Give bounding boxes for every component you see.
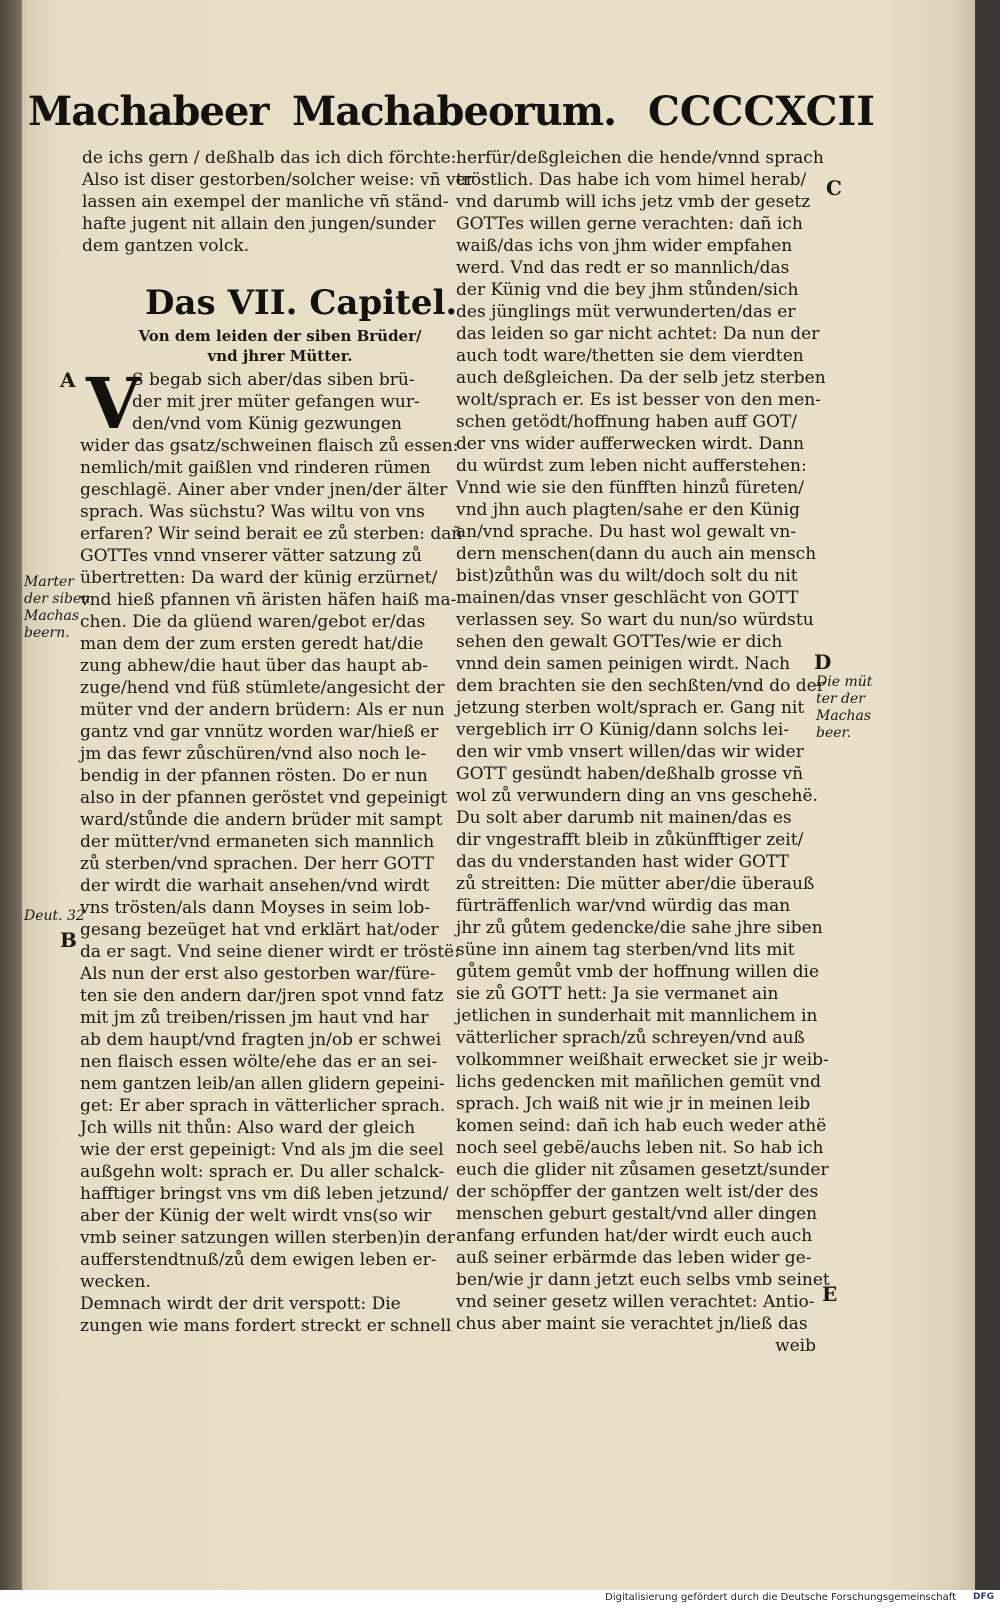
text-line: wecken.	[80, 1272, 151, 1292]
text-line: bist)zůthůn was du wilt/doch solt du nit	[456, 566, 798, 586]
text-line: zung abhew/die haut über das haupt ab-	[80, 656, 428, 676]
text-line: man dem der zum ersten geredt hat/die	[80, 634, 424, 654]
margin-line: ter der	[816, 691, 865, 707]
text-line: der vns wider aufferwecken wirdt. Dann	[456, 434, 805, 454]
text-line: nem gantzen leib/an allen glidern gepeini-	[80, 1074, 445, 1094]
text-line: schen getödt/hoffnung haben auff GOT/	[456, 412, 797, 432]
subtitle-line: vnd jhrer Mütter.	[207, 347, 353, 365]
text-line: hafftiger bringst vns vm diß leben jetzund/	[80, 1184, 449, 1204]
left-column-main	[80, 369, 463, 1337]
text-line: noch seel gebë/auchs leben nit. So hab ich	[456, 1138, 824, 1158]
previous-page-edge	[0, 0, 22, 1590]
text-line: menschen geburt gestalt/vnd aller dingen	[456, 1204, 818, 1224]
text-line: der schöpffer der gantzen welt ist/der des	[456, 1182, 819, 1202]
text-line: zuge/hend vnd füß stümlete/angesicht der	[80, 678, 445, 698]
section-letter-e: E	[822, 1282, 838, 1306]
text-line: vnnd dein samen peinigen wirdt. Nach	[456, 654, 791, 674]
text-line: das leiden so gar nicht achtet: Da nun der	[456, 324, 820, 344]
text-line: GOTTes vnnd vnserer vätter satzung zů	[80, 546, 422, 566]
text-line: GOTTes willen gerne verachten: dañ ich	[456, 214, 803, 234]
text-line: ten sie den andern dar/jren spot vnnd fatz	[80, 986, 444, 1006]
margin-line: Machas	[24, 608, 80, 624]
text-line: jm das fewr zůschüren/vnd also noch le-	[80, 744, 427, 764]
text-line: komen seind: dañ ich hab euch weder athë	[456, 1116, 827, 1136]
text-line: Jch wills nit thůn: Also ward der gleich	[80, 1118, 416, 1138]
text-line: tröstlich. Das habe ich vom himel herab/	[456, 170, 807, 190]
text-line: gesang bezeüget hat vnd erklärt hat/oder	[80, 920, 439, 940]
text-line: auch deßgleichen. Da der selb jetz sterben	[456, 368, 826, 388]
text-line: dem brachten sie den sechßten/vnd do der	[456, 676, 825, 696]
section-letter-d: D	[814, 650, 832, 674]
text-line: vns trösten/als dann Moyses in seim lob-	[80, 898, 431, 918]
margin-line: beern.	[24, 625, 70, 641]
text-line: Du solt aber darumb nit mainen/das es	[456, 808, 792, 828]
text-line: müter vnd der andern brüdern: Als er nun	[80, 700, 445, 720]
margin-line: beer.	[816, 725, 852, 741]
text-line: vergeblich irr O Künig/dann solchs lei-	[456, 720, 790, 740]
text-line: S begab sich aber/das siben brü-	[132, 370, 415, 390]
text-line: chus aber maint sie verachtet jn/ließ das	[456, 1314, 808, 1334]
dfg-logo: DFG	[972, 1592, 994, 1602]
text-line: verlassen sey. So wart du nun/so würdstu	[456, 610, 814, 630]
text-line: zů streitten: Die mütter aber/die überauß	[456, 874, 815, 894]
running-header-left: Machabeer	[28, 88, 269, 135]
text-line: GOTT gesündt haben/deßhalb grosse vñ	[456, 764, 804, 784]
section-letter-b: B	[60, 928, 77, 952]
text-line: der wirdt die warhait ansehen/vnd wirdt	[80, 876, 430, 896]
text-line: jetzung sterben wolt/sprach er. Gang nit	[456, 698, 805, 718]
text-line: Demnach wirdt der drit verspott: Die	[80, 1294, 401, 1314]
text-line: Als nun der erst also gestorben war/füre-	[80, 964, 436, 984]
text-line: de ichs gern / deßhalb das ich dich förchte:	[82, 148, 457, 168]
text-line: also in der pfannen geröstet vnd gepeinigt	[80, 788, 448, 808]
text-line: chen. Die da glüend waren/gebot er/das	[80, 612, 426, 632]
right-column	[456, 147, 830, 1357]
text-line: den/vnd vom Künig gezwungen	[132, 414, 403, 434]
text-line: vätterlicher sprach/zů schreyen/vnd auß	[456, 1028, 805, 1048]
text-line: den wir vmb vnsert willen/das wir wider	[456, 742, 804, 762]
text-line: mit jm zů treiben/rissen jm haut vnd har	[80, 1008, 429, 1028]
drop-initial: V	[86, 362, 141, 445]
text-line: das du vnderstanden hast wider GOTT	[456, 852, 789, 872]
folio-number: CCCCXCII	[648, 88, 875, 135]
margin-line: der siben	[24, 591, 91, 607]
text-line: vnd jhn auch plagten/sahe er den Künig	[456, 500, 800, 520]
text-line: gantz vnd gar vnnütz worden war/hieß er	[80, 722, 439, 742]
text-line: jhr zů gůtem gedencke/die sahe jhre siben	[456, 918, 823, 938]
chapter-title: Das VII. Capitel.	[145, 283, 458, 323]
text-line: außgehn wolt: sprach er. Du aller schalck-	[80, 1162, 445, 1182]
text-line: werd. Vnd das redt er so mannlich/das	[456, 258, 790, 278]
text-line: der Künig vnd die bey jhm stůnden/sich	[456, 280, 799, 300]
text-line: süne inn ainem tag sterben/vnd lits mit	[456, 940, 795, 960]
text-line: zungen wie mans fordert streckt er schnell	[80, 1316, 452, 1336]
text-line: waiß/das ichs von jhm wider empfahen	[456, 236, 793, 256]
text-line: erfaren? Wir seind berait ee zů sterben: dañ	[80, 524, 463, 544]
text-line: da er sagt. Vnd seine diener wirdt er tröstë:	[80, 942, 460, 962]
text-line: zů sterben/vnd sprachen. Der herr GOTT	[80, 854, 435, 874]
left-column-top	[82, 147, 474, 257]
text-line: euch die glider nit zůsamen gesetzt/sunder	[456, 1160, 829, 1180]
text-line: des jünglings müt verwunderten/das er	[456, 302, 796, 322]
text-line: fürträffenlich war/vnd würdig das man	[456, 896, 791, 916]
text-line: vnd hieß pfannen vñ äristen häfen haiß ma-	[80, 590, 457, 610]
text-line: sprach. Jch waiß nit wie jr in meinen leib	[456, 1094, 811, 1114]
text-line: volkommner weißhait erwecket sie jr weib-	[456, 1050, 829, 1070]
text-line: get: Er aber sprach in vätterlicher sprach.	[80, 1096, 446, 1116]
chapter-subtitle	[130, 326, 430, 366]
text-line: ward/stůnde die andern brüder mit sampt	[80, 810, 443, 830]
section-letter-c: C	[826, 176, 842, 200]
text-line: der mütter/vnd ermaneten sich mannlich	[80, 832, 435, 852]
text-line: nemlich/mit gaißlen vnd rinderen rümen	[80, 458, 431, 478]
running-header-center: Machabeorum.	[292, 88, 617, 135]
text-line: jetlichen in sunderhait mit mannlichem in	[456, 1006, 818, 1026]
subtitle-line: Von dem leiden der siben Brüder/	[138, 327, 422, 345]
text-line: geschlagë. Ainer aber vnder jnen/der älter	[80, 480, 448, 500]
text-line: vmb seiner satzungen willen sterben)in der	[80, 1228, 456, 1248]
text-line: wider das gsatz/schweinen flaisch zů essen:	[80, 436, 459, 456]
text-line: mainen/das vnser geschlächt von GOTT	[456, 588, 799, 608]
text-line: lassen ain exempel der manliche vñ ständ-	[82, 192, 449, 212]
text-line: wolt/sprach er. Es ist besser von den men-	[456, 390, 821, 410]
text-line: herfür/deßgleichen die hende/vnnd sprach	[456, 148, 824, 168]
text-line: vnd seiner gesetz willen verachtet: Antio-	[456, 1292, 815, 1312]
margin-note-deut: Deut. 32	[24, 908, 85, 924]
text-line: Also ist diser gestorben/solcher weise: vñ ver	[82, 170, 474, 190]
text-line: dir vngestrafft bleib in zůkünfftiger zeit/	[456, 830, 804, 850]
text-line: weib	[775, 1336, 816, 1356]
text-line: sehen den gewalt GOTTes/wie er dich	[456, 632, 783, 652]
text-line: wol zů verwundern ding an vns geschehë.	[456, 786, 818, 806]
text-line: an/vnd sprache. Du hast wol gewalt vn-	[456, 522, 797, 542]
text-line: dem gantzen volck.	[82, 236, 250, 256]
text-line: ab dem haupt/vnd fragten jn/ob er schwei	[80, 1030, 442, 1050]
margin-note-mutter	[816, 674, 872, 742]
text-line: wie der erst gepeinigt: Vnd als jm die seel	[80, 1140, 444, 1160]
text-line: lichs gedencken mit mañlichen gemüt vnd	[456, 1072, 821, 1092]
text-line: übertretten: Da ward der künig erzürnet/	[80, 568, 438, 588]
text-line: hafte jugent nit allain den jungen/sunder	[82, 214, 436, 234]
text-line: gůtem gemůt vmb der hoffnung willen die	[456, 962, 820, 982]
digitization-credit: Digitalisierung gefördert durch die Deutsche Forschungsgemeinschaft	[605, 1592, 956, 1603]
text-line: sprach. Was süchstu? Was wiltu von vns	[80, 502, 425, 522]
margin-line: Marter	[24, 574, 74, 590]
text-line: ben/wie jr dann jetzt euch selbs vmb seinet	[456, 1270, 830, 1290]
text-line: nen flaisch essen wölte/ehe das er an sei-	[80, 1052, 438, 1072]
section-letter-a: A	[60, 368, 76, 392]
text-line: dern menschen(dann du auch ain mensch	[456, 544, 817, 564]
text-line: anfang erfunden hat/der wirdt euch auch	[456, 1226, 813, 1246]
margin-note-marter	[24, 574, 90, 642]
margin-line: Machas	[816, 708, 872, 724]
text-line: auch todt ware/thetten sie dem vierdten	[456, 346, 804, 366]
text-line: vnd darumb will ichs jetz vmb der gesetz	[456, 192, 811, 212]
text-line: sie zů GOTT hett: Ja sie vermanet ain	[456, 984, 779, 1004]
text-line: auß seiner erbärmde das leben wider ge-	[456, 1248, 812, 1268]
text-line: bendig in der pfannen rösten. Do er nun	[80, 766, 428, 786]
text-line: der mit jrer müter gefangen wur-	[132, 392, 420, 412]
text-line: du würdst zum leben nicht aufferstehen:	[456, 456, 807, 476]
text-line: aufferstendtnuß/zů dem ewigen leben er-	[80, 1250, 437, 1270]
text-line: aber der Künig der welt wirdt vns(so wir	[80, 1206, 432, 1226]
text-line: Vnnd wie sie den fünfften hinzů füreten/	[456, 478, 804, 498]
margin-line: Die müt	[816, 674, 873, 690]
